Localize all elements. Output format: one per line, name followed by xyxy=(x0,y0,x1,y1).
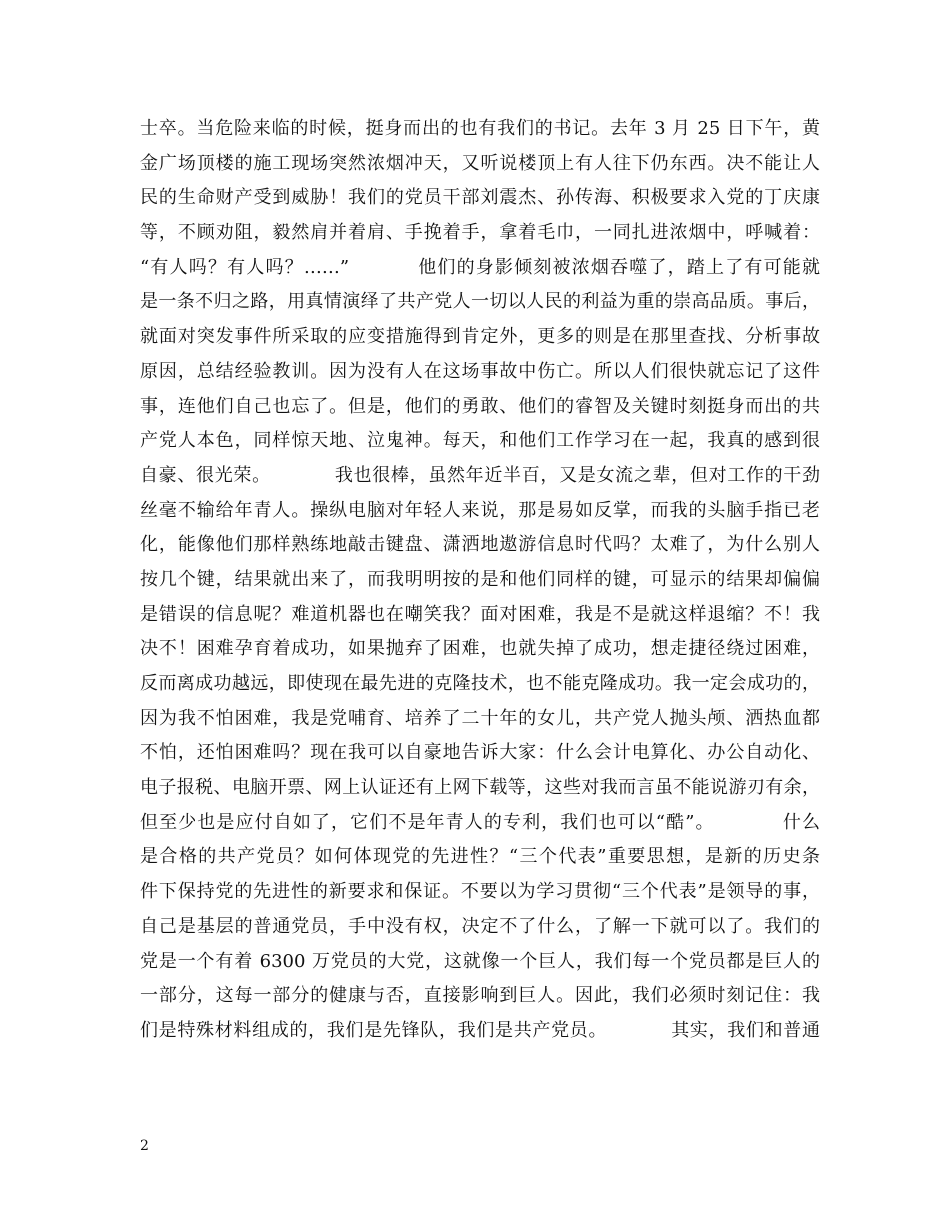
text-line: 原因，总结经验教训。因为没有人在这场事故中伤亡。所以人们很快就忘记了这件 xyxy=(140,360,820,382)
text-line: 但至少也是应付自如了，它们不是年青人的专利，我们也可以“酷”。 什么 xyxy=(140,811,820,833)
text-line: 因为我不怕困难，我是党哺育、培养了二十年的女儿，共产党人抛头颅、洒热血都 xyxy=(140,707,820,729)
text-line: 民的生命财产受到威胁！我们的党员干部刘震杰、孙传海、积极要求入党的丁庆康 xyxy=(140,187,820,209)
text-line: 化，能像他们那样熟练地敲击键盘、潇洒地遨游信息时代吗？太难了，为什么别人 xyxy=(140,534,820,556)
text-line: 自己是基层的普通党员，手中没有权，决定不了什么，了解一下就可以了。我们的 xyxy=(140,915,820,937)
text-line: 是错误的信息呢？难道机器也在嘲笑我？面对困难，我是不是就这样退缩？不！我 xyxy=(140,603,820,625)
text-line: 是合格的共产党员？如何体现党的先进性？“三个代表”重要思想，是新的历史条 xyxy=(140,846,820,868)
text-line: 丝毫不输给年青人。操纵电脑对年轻人来说，那是易如反掌，而我的头脑手指已老 xyxy=(140,499,820,521)
text-line: 就面对突发事件所采取的应变措施得到肯定外，更多的则是在那里查找、分析事故 xyxy=(140,326,820,348)
text-line: 电子报税、电脑开票、网上认证还有上网下载等，这些对我而言虽不能说游刃有余， xyxy=(140,777,820,799)
text-line: 是一条不归之路，用真情演绎了共产党人一切以人民的利益为重的崇高品质。事后， xyxy=(140,291,820,313)
text-line: 件下保持党的先进性的新要求和保证。不要以为学习贯彻“三个代表”是领导的事， xyxy=(140,881,820,903)
text-line: 不怕，还怕困难吗？现在我可以自豪地告诉大家：什么会计电算化、办公自动化、 xyxy=(140,742,820,764)
text-line: 自豪、很光荣。 我也很棒，虽然年近半百，又是女流之辈，但对工作的干劲 xyxy=(140,464,820,486)
text-line: 们是特殊材料组成的，我们是先锋队，我们是共产党员。 其实，我们和普通 xyxy=(140,1019,820,1041)
text-line: 党是一个有着 6300 万党员的大党，这就像一个巨人，我们每一个党员都是巨人的 xyxy=(140,950,820,972)
text-line: 按几个键，结果就出来了，而我明明按的是和他们同样的键，可显示的结果却偏偏 xyxy=(140,568,820,590)
text-line: 事，连他们自己也忘了。但是，他们的勇敢、他们的睿智及关键时刻挺身而出的共 xyxy=(140,395,820,417)
page-number: 2 xyxy=(140,1138,149,1154)
text-line: 一部分，这每一部分的健康与否，直接影响到巨人。因此，我们必须时刻记住：我 xyxy=(140,985,820,1007)
text-line: 反而离成功越远，即使现在最先进的克隆技术，也不能克隆成功。我一定会成功的， xyxy=(140,673,820,694)
text-line: 士卒。当危险来临的时候，挺身而出的也有我们的书记。去年 3 月 25 日下午，黄 xyxy=(140,118,820,139)
text-line: 决不！困难孕育着成功，如果抛弃了困难，也就失掉了成功，想走捷径绕过困难， xyxy=(140,638,820,660)
text-line: 金广场顶楼的施工现场突然浓烟冲天，又听说楼顶上有人往下仍东西。决不能让人 xyxy=(140,152,820,174)
text-line: 产党人本色，同样惊天地、泣鬼神。每天，和他们工作学习在一起，我真的感到很 xyxy=(140,430,820,452)
body-text xyxy=(140,112,820,1049)
text-line: “有人吗？有人吗？……” 他们的身影倾刻被浓烟吞噬了，踏上了有可能就 xyxy=(140,256,820,278)
text-line: 等，不顾劝阻，毅然肩并着肩、手挽着手，拿着毛巾，一同扎进浓烟中，呼喊着： xyxy=(140,222,820,244)
